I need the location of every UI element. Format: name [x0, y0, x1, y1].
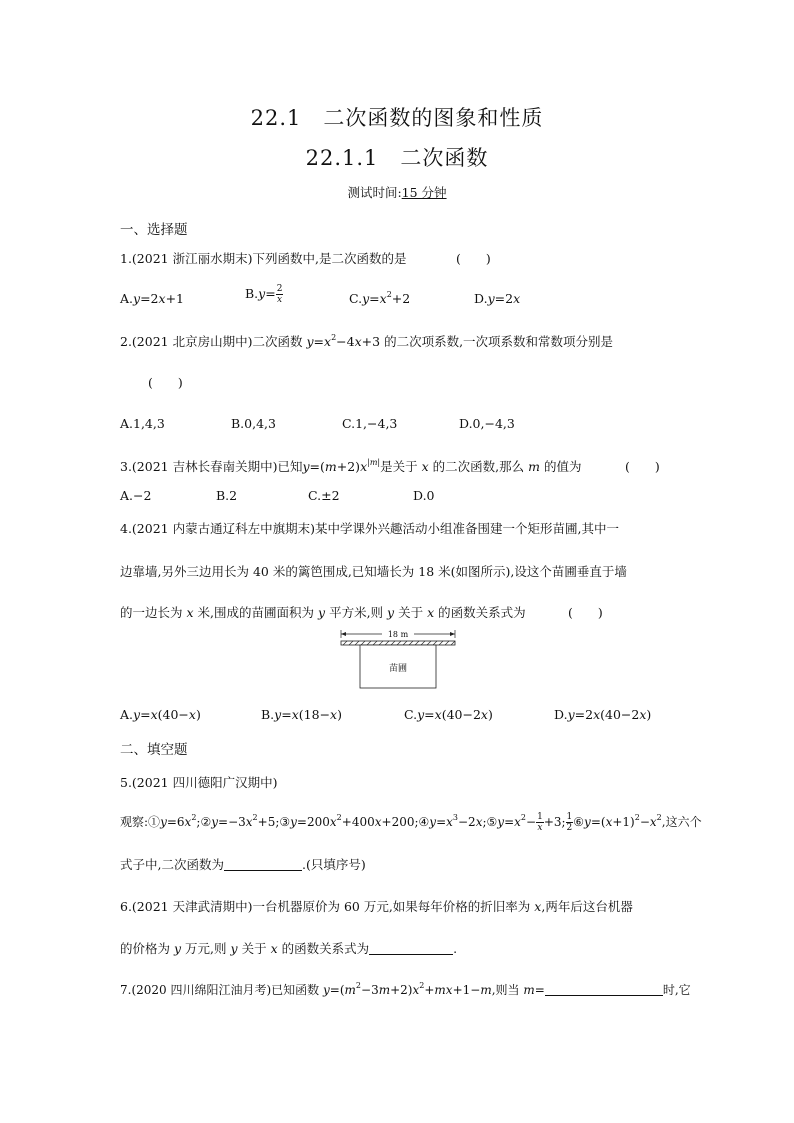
question-3-paren: ( ) [625, 459, 660, 474]
question-1-option-a: A.y=2x+1 [120, 291, 185, 306]
question-5-line-3: 式子中,二次函数为 .(只填序号) [120, 857, 366, 872]
question-1-option-d: D.y=2x [474, 291, 521, 306]
question-6-line-2: 的价格为 y 万元,则 y 关于 x 的函数关系式为 . [120, 941, 458, 956]
question-2-paren: ( ) [148, 375, 183, 390]
question-4-option-d: D.y=2x(40−2x) [554, 707, 652, 722]
question-1-paren: ( ) [456, 251, 491, 266]
wall [341, 641, 455, 645]
question-2-option-c: C.1,−4,3 [342, 416, 398, 431]
answer-blank[interactable] [545, 995, 663, 996]
question-5-expressions: 观察$:①y=6x^2;②y=-3x^2+5;③y=200x^2+400x+200;④y=x^3-2x;⑤y=x^2-$ $\frac{1}{x}$ +3; $\frac{1}{2}$ $⑥y=(x+1)^2-x^2$,这六个 [120, 812, 702, 833]
question-4-paren: ( ) [568, 605, 603, 620]
question-3-stem: 3.(2021 吉林长春南关期中)已知$y=(m+2)x^{|m|}$是关于 x 的二次函数,那么 m 的值为 [120, 458, 582, 474]
answer-blank[interactable] [369, 954, 453, 955]
garden-figure [338, 628, 458, 690]
question-3-option-d: D.0 [413, 488, 435, 503]
question-1-option-c: $C.y=x^2+2$ [349, 290, 411, 306]
section-fill-title: 二、填空题 [120, 742, 188, 758]
page-subtitle: 22.1.1 二次函数 [305, 146, 489, 170]
question-4-option-b: B.y=x(18−x) [261, 707, 342, 722]
question-4-line-1: 4.(2021 内蒙古通辽科左中旗期末)某中学课外兴趣活动小组准备围建一个矩形苗圃,其中一 [120, 521, 619, 536]
question-5-stem: 5.(2021 四川德阳广汉期中) [120, 775, 278, 790]
question-4-option-c: C.y=x(40−2x) [404, 707, 493, 722]
test-time-value: 15 分钟 [401, 185, 447, 200]
question-1-option-b: B.y= $\frac{2}{x}$ [245, 284, 283, 305]
wall-length-label: 18 m [387, 630, 409, 639]
fraction: $\frac{2}{x}$ [276, 284, 283, 305]
question-2-option-a: A.1,4,3 [120, 416, 165, 431]
question-2-option-d: D.0,−4,3 [459, 416, 515, 431]
question-7-line-1: 7.(2020 四川绵阳江油月考)已知函数 $y=(m^2-3m+2)x^2+mx+1-m$,则当 m= 时,它 [120, 981, 691, 997]
test-time: 测试时间:15 分钟 [347, 185, 447, 200]
question-3-option-a: A.−2 [120, 488, 152, 503]
question-4-line-3: 的一边长为 x 米,围成的苗圃面积为 y 平方米,则 y 关于 x 的函数关系式为 [120, 605, 526, 620]
question-3-option-c: C.±2 [308, 488, 340, 503]
question-3-option-b: B.2 [216, 488, 238, 503]
section-choice-title: 一、选择题 [120, 222, 188, 238]
answer-blank[interactable] [224, 870, 302, 871]
garden-label: 苗圃 [388, 664, 408, 674]
question-6-line-1: 6.(2021 天津武清期中)一台机器原价为 60 万元,如果每年价格的折旧率为 x,两年后这台机器 [120, 899, 633, 914]
question-4-line-2: 边靠墙,另外三边用长为 40 米的篱笆围成,已知墙长为 18 米(如图所示),设这个苗圃垂直于墙 [120, 564, 627, 579]
question-2-option-b: B.0,4,3 [231, 416, 276, 431]
page-title: 22.1 二次函数的图象和性质 [250, 106, 544, 130]
question-1-stem: 1.(2021 浙江丽水期末)下列函数中,是二次函数的是 [120, 251, 407, 266]
question-4-option-a: A.y=x(40−x) [120, 707, 201, 722]
question-2-stem: 2.(2021 北京房山期中)二次函数 $y=x^2-4x+3$ 的二次项系数,一次项系数和常数项分别是 [120, 333, 614, 349]
